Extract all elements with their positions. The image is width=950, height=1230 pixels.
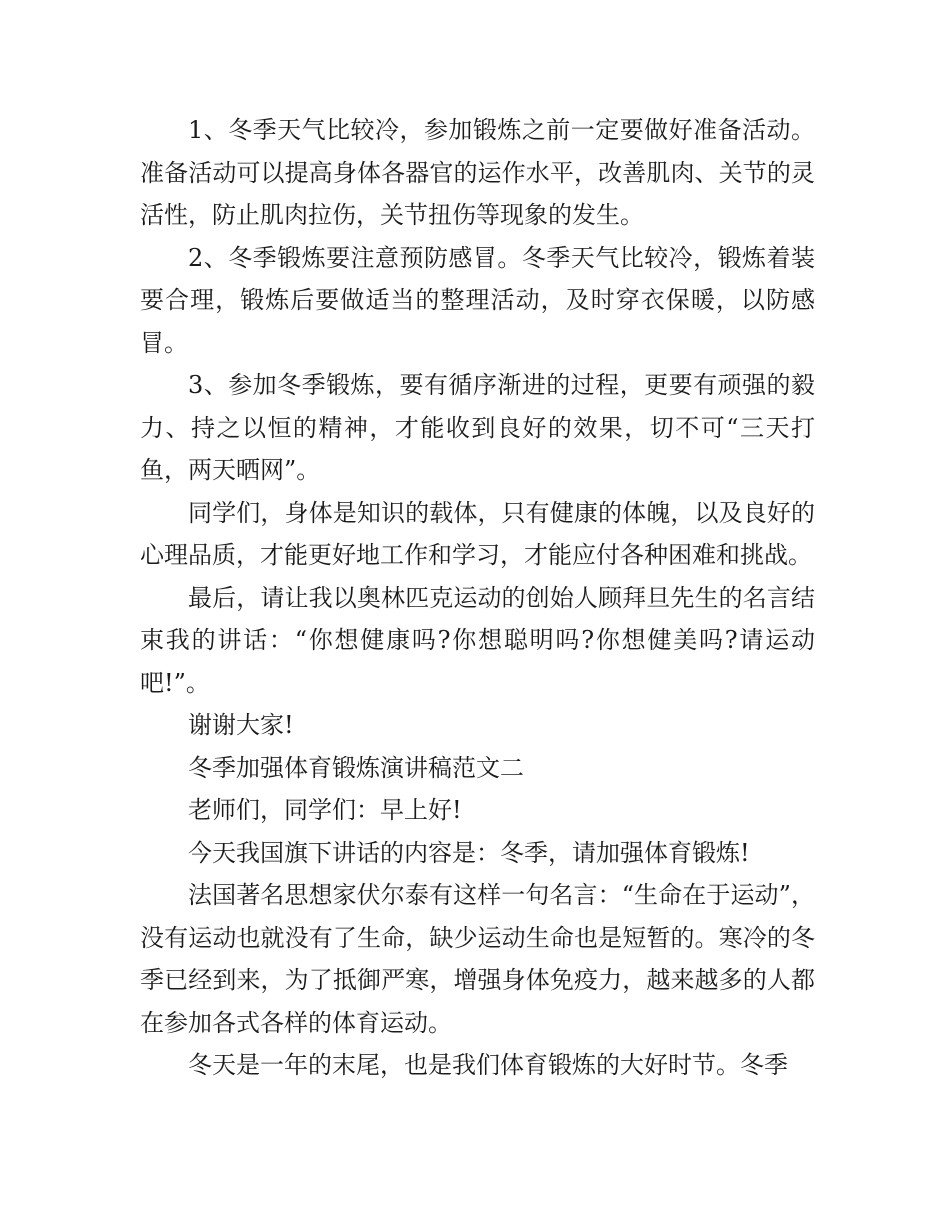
paragraph-greeting: 老师们，同学们：早上好! <box>188 796 462 824</box>
paragraph-winter-season: 冬天是一年的末尾，也是我们体育锻炼的大好时节。冬季 <box>188 1051 788 1079</box>
paragraph-prevent-cold: 2、冬季锻炼要注意预防感冒。冬季天气比较冷，锻炼着装要合理，锻炼后要做适当的整理活动，及时穿衣保暖，以防感冒。 <box>140 243 815 357</box>
document-body <box>140 109 815 1087</box>
paragraph-perseverance: 3、参加冬季锻炼，要有循序渐进的过程，更要有顽强的毅力、持之以恒的精神，才能收到良好的效果，切不可“三天打鱼，两天晒网”。 <box>140 371 815 484</box>
section-title: 冬季加强体育锻炼演讲稿范文二 <box>188 753 524 782</box>
paragraph-warmup: 1、冬季天气比较冷，参加锻炼之前一定要做好准备活动。准备活动可以提高身体各器官的运作水平，改善肌肉、关节的灵活性，防止肌肉拉伤，关节扭伤等现象的发生。 <box>140 116 815 229</box>
paragraph-voltaire-quote: 法国著名思想家伏尔泰有这样一句名言：“生命在于运动”，没有运动也就没有了生命，缺少运动生命也是短暂的。寒冷的冬季已经到来，为了抵御严寒，增强身体免疫力，越来越多的人都在参加各式各样的体育运动。 <box>140 881 815 1037</box>
paragraph-health-carrier: 同学们，身体是知识的载体，只有健康的体魄，以及良好的心理品质，才能更好地工作和学习，才能应付各种困难和挑战。 <box>140 498 815 569</box>
paragraph-closing-quote: 最后，请让我以奥林匹克运动的创始人顾拜旦先生的名言结束我的讲话：“你想健康吗?你想聪明吗?你想健美吗?请运动吧!”。 <box>140 583 815 697</box>
paragraph-thanks: 谢谢大家! <box>188 711 294 739</box>
paragraph-topic: 今天我国旗下讲话的内容是：冬季，请加强体育锻炼! <box>188 838 750 867</box>
